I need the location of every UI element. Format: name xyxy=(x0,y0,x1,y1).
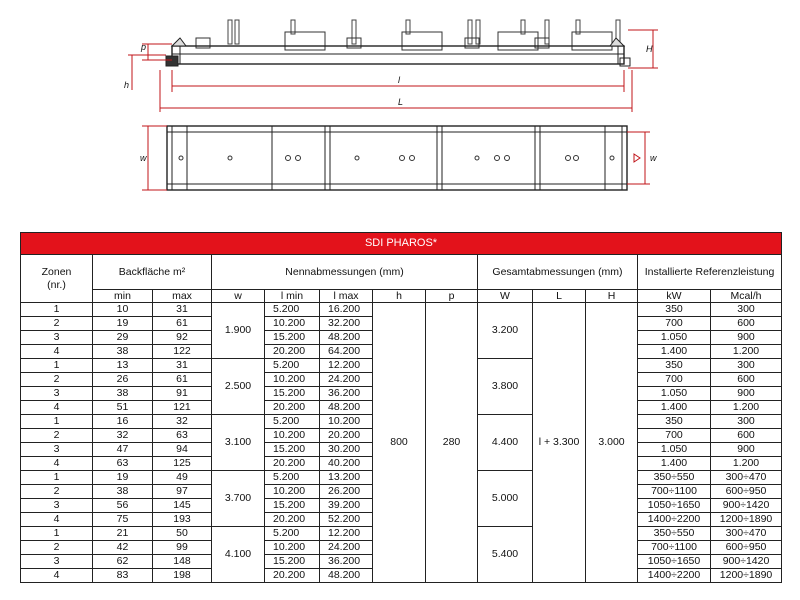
dim-label-L: L xyxy=(398,97,404,107)
header-nennabmessungen: Nennabmessungen (mm) xyxy=(212,255,478,290)
cell-mcal: 1.200 xyxy=(711,457,782,471)
cell-kw: 1050÷1650 xyxy=(638,555,711,569)
cell-area-max: 125 xyxy=(153,457,212,471)
cell-kw: 350 xyxy=(638,359,711,373)
subheader-mcal: Mcal/h xyxy=(711,290,782,303)
cell-W: 3.800 xyxy=(478,359,533,415)
cell-area-max: 31 xyxy=(153,303,212,317)
cell-area-min: 26 xyxy=(93,373,153,387)
cell-mcal: 1.200 xyxy=(711,401,782,415)
header-backflaeche: Backfläche m² xyxy=(93,255,212,290)
cell-zone: 1 xyxy=(21,471,93,485)
cell-l-max: 52.200 xyxy=(320,513,373,527)
cell-mcal: 300 xyxy=(711,415,782,429)
side-view xyxy=(166,20,630,66)
cell-W: 3.200 xyxy=(478,303,533,359)
cell-kw: 1.400 xyxy=(638,457,711,471)
burner-units xyxy=(196,32,612,50)
cell-l-min: 15.200 xyxy=(265,387,320,401)
cell-mcal: 900 xyxy=(711,387,782,401)
cell-l-max: 48.200 xyxy=(320,401,373,415)
dim-label-h: h xyxy=(124,80,130,90)
cell-h: 800 xyxy=(373,303,426,583)
cell-mcal: 600 xyxy=(711,373,782,387)
cell-area-max: 94 xyxy=(153,443,212,457)
cell-kw: 1050÷1650 xyxy=(638,499,711,513)
cell-mcal: 1.200 xyxy=(711,345,782,359)
cell-zone: 1 xyxy=(21,303,93,317)
cell-l-min: 5.200 xyxy=(265,527,320,541)
cell-zone: 2 xyxy=(21,373,93,387)
cell-area-min: 42 xyxy=(93,541,153,555)
cell-area-max: 97 xyxy=(153,485,212,499)
cell-l-min: 20.200 xyxy=(265,513,320,527)
cell-zone: 1 xyxy=(21,359,93,373)
cell-kw: 700 xyxy=(638,373,711,387)
table-title: SDI PHAROS* xyxy=(21,233,782,255)
cell-area-max: 49 xyxy=(153,471,212,485)
cell-zone: 3 xyxy=(21,443,93,457)
cell-l-max: 16.200 xyxy=(320,303,373,317)
cell-l-min: 15.200 xyxy=(265,443,320,457)
cell-l-max: 32.200 xyxy=(320,317,373,331)
header-gesamtabmessungen: Gesamtabmessungen (mm) xyxy=(478,255,638,290)
cell-kw: 700 xyxy=(638,429,711,443)
cell-area-min: 38 xyxy=(93,387,153,401)
cell-l-max: 24.200 xyxy=(320,373,373,387)
cell-zone: 3 xyxy=(21,387,93,401)
cell-kw: 350÷550 xyxy=(638,527,711,541)
cell-l-min: 15.200 xyxy=(265,499,320,513)
cell-zone: 4 xyxy=(21,401,93,415)
cell-W: 4.400 xyxy=(478,415,533,471)
cell-mcal: 600 xyxy=(711,317,782,331)
cell-kw: 350 xyxy=(638,303,711,317)
subheader-min: min xyxy=(93,290,153,303)
cell-kw: 1.050 xyxy=(638,387,711,401)
cell-area-max: 148 xyxy=(153,555,212,569)
cell-l-min: 10.200 xyxy=(265,373,320,387)
cell-kw: 1.050 xyxy=(638,443,711,457)
cell-zone: 1 xyxy=(21,415,93,429)
cell-zone: 2 xyxy=(21,541,93,555)
cell-area-max: 50 xyxy=(153,527,212,541)
cell-area-min: 19 xyxy=(93,317,153,331)
dim-label-p: p xyxy=(141,42,147,52)
cell-zone: 4 xyxy=(21,513,93,527)
header-referenzleistung: Installierte Referenzleistung xyxy=(638,255,782,290)
cell-zone: 4 xyxy=(21,457,93,471)
cell-area-max: 193 xyxy=(153,513,212,527)
cell-zone: 2 xyxy=(21,485,93,499)
cell-zone: 3 xyxy=(21,331,93,345)
cell-area-min: 32 xyxy=(93,429,153,443)
cell-area-min: 75 xyxy=(93,513,153,527)
cell-area-max: 91 xyxy=(153,387,212,401)
cell-l-max: 10.200 xyxy=(320,415,373,429)
cell-kw: 700÷1100 xyxy=(638,541,711,555)
cell-area-min: 16 xyxy=(93,415,153,429)
subheader-W: W xyxy=(478,290,533,303)
cell-area-min: 83 xyxy=(93,569,153,583)
cell-mcal: 900 xyxy=(711,443,782,457)
cell-mcal: 1200÷1890 xyxy=(711,513,782,527)
cell-zone: 3 xyxy=(21,555,93,569)
cell-l-min: 20.200 xyxy=(265,401,320,415)
cell-area-max: 99 xyxy=(153,541,212,555)
cell-l-max: 26.200 xyxy=(320,485,373,499)
cell-area-min: 62 xyxy=(93,555,153,569)
cell-w: 3.100 xyxy=(212,415,265,471)
cell-w: 2.500 xyxy=(212,359,265,415)
cell-mcal: 300 xyxy=(711,359,782,373)
cell-area-max: 121 xyxy=(153,401,212,415)
cell-area-min: 38 xyxy=(93,485,153,499)
cell-mcal: 300÷470 xyxy=(711,471,782,485)
cell-l-min: 5.200 xyxy=(265,303,320,317)
cell-l-max: 36.200 xyxy=(320,387,373,401)
cell-w: 4.100 xyxy=(212,527,265,583)
cell-area-min: 47 xyxy=(93,443,153,457)
cell-l-max: 48.200 xyxy=(320,331,373,345)
cell-zone: 4 xyxy=(21,569,93,583)
cell-l-min: 10.200 xyxy=(265,541,320,555)
cell-area-max: 32 xyxy=(153,415,212,429)
subheader-max: max xyxy=(153,290,212,303)
cell-H: 3.000 xyxy=(586,303,638,583)
cell-zone: 2 xyxy=(21,429,93,443)
cell-l-min: 10.200 xyxy=(265,317,320,331)
cell-area-max: 92 xyxy=(153,331,212,345)
cell-area-min: 13 xyxy=(93,359,153,373)
cell-l-max: 40.200 xyxy=(320,457,373,471)
subheader-kw: kW xyxy=(638,290,711,303)
cell-L: l + 3.300 xyxy=(533,303,586,583)
cell-l-max: 20.200 xyxy=(320,429,373,443)
cell-l-max: 12.200 xyxy=(320,527,373,541)
cell-area-max: 198 xyxy=(153,569,212,583)
cell-kw: 1.050 xyxy=(638,331,711,345)
cell-l-min: 20.200 xyxy=(265,569,320,583)
side-view-dimensions xyxy=(128,30,658,112)
dim-label-l: l xyxy=(398,75,400,85)
cell-kw: 1400÷2200 xyxy=(638,569,711,583)
cell-l-min: 20.200 xyxy=(265,457,320,471)
subheader-w: w xyxy=(212,290,265,303)
cell-area-max: 61 xyxy=(153,317,212,331)
cell-area-min: 19 xyxy=(93,471,153,485)
side-view-dimension-labels xyxy=(124,42,653,107)
cell-l-max: 36.200 xyxy=(320,555,373,569)
cell-mcal: 600 xyxy=(711,429,782,443)
subheader-H: H xyxy=(586,290,638,303)
cell-zone: 1 xyxy=(21,527,93,541)
inspection-ports xyxy=(179,156,614,161)
cell-l-min: 15.200 xyxy=(265,555,320,569)
cell-kw: 350÷550 xyxy=(638,471,711,485)
cell-mcal: 600÷950 xyxy=(711,541,782,555)
cell-l-max: 30.200 xyxy=(320,443,373,457)
cell-zone: 4 xyxy=(21,345,93,359)
cell-l-max: 24.200 xyxy=(320,541,373,555)
dim-label-W: w xyxy=(140,153,147,163)
sdi-pharos-spec-table xyxy=(20,232,782,583)
cell-area-min: 29 xyxy=(93,331,153,345)
cell-w: 3.700 xyxy=(212,471,265,527)
cell-l-min: 15.200 xyxy=(265,331,320,345)
cell-l-min: 5.200 xyxy=(265,471,320,485)
subheader-l-max: l max xyxy=(320,290,373,303)
cell-w: 1.900 xyxy=(212,303,265,359)
cell-mcal: 900 xyxy=(711,331,782,345)
spec-table-body xyxy=(21,303,782,583)
cell-mcal: 300 xyxy=(711,303,782,317)
cell-l-min: 20.200 xyxy=(265,345,320,359)
cell-p: 280 xyxy=(426,303,478,583)
cell-l-max: 64.200 xyxy=(320,345,373,359)
subheader-h: h xyxy=(373,290,426,303)
cell-l-min: 5.200 xyxy=(265,415,320,429)
cell-mcal: 600÷950 xyxy=(711,485,782,499)
cell-W: 5.400 xyxy=(478,527,533,583)
cell-area-min: 10 xyxy=(93,303,153,317)
cell-mcal: 900÷1420 xyxy=(711,499,782,513)
cell-area-min: 38 xyxy=(93,345,153,359)
table-row xyxy=(21,303,782,317)
cell-area-max: 63 xyxy=(153,429,212,443)
subheader-L: L xyxy=(533,290,586,303)
cell-W: 5.000 xyxy=(478,471,533,527)
cell-kw: 350 xyxy=(638,415,711,429)
subheader-p: p xyxy=(426,290,478,303)
cell-zone: 2 xyxy=(21,317,93,331)
cell-l-min: 10.200 xyxy=(265,485,320,499)
cell-l-max: 13.200 xyxy=(320,471,373,485)
cell-kw: 700÷1100 xyxy=(638,485,711,499)
cell-area-min: 51 xyxy=(93,401,153,415)
cell-kw: 1.400 xyxy=(638,401,711,415)
cell-mcal: 1200÷1890 xyxy=(711,569,782,583)
cell-area-max: 122 xyxy=(153,345,212,359)
cell-kw: 700 xyxy=(638,317,711,331)
dim-label-w: w xyxy=(650,153,657,163)
top-view-dimension-labels xyxy=(140,153,657,163)
cell-kw: 1400÷2200 xyxy=(638,513,711,527)
cell-l-min: 10.200 xyxy=(265,429,320,443)
cell-l-max: 12.200 xyxy=(320,359,373,373)
dim-label-H: H xyxy=(646,44,653,54)
cell-l-max: 48.200 xyxy=(320,569,373,583)
header-zonen: Zonen (nr.) xyxy=(21,255,93,303)
cell-mcal: 300÷470 xyxy=(711,527,782,541)
cell-kw: 1.400 xyxy=(638,345,711,359)
cell-mcal: 900÷1420 xyxy=(711,555,782,569)
cell-area-max: 145 xyxy=(153,499,212,513)
cell-area-min: 56 xyxy=(93,499,153,513)
cell-l-min: 5.200 xyxy=(265,359,320,373)
cell-zone: 3 xyxy=(21,499,93,513)
oven-technical-drawing xyxy=(0,0,800,205)
top-view xyxy=(167,126,627,190)
subheader-l-min: l min xyxy=(265,290,320,303)
cell-area-max: 61 xyxy=(153,373,212,387)
cell-area-max: 31 xyxy=(153,359,212,373)
cell-l-max: 39.200 xyxy=(320,499,373,513)
cell-area-min: 63 xyxy=(93,457,153,471)
cell-area-min: 21 xyxy=(93,527,153,541)
